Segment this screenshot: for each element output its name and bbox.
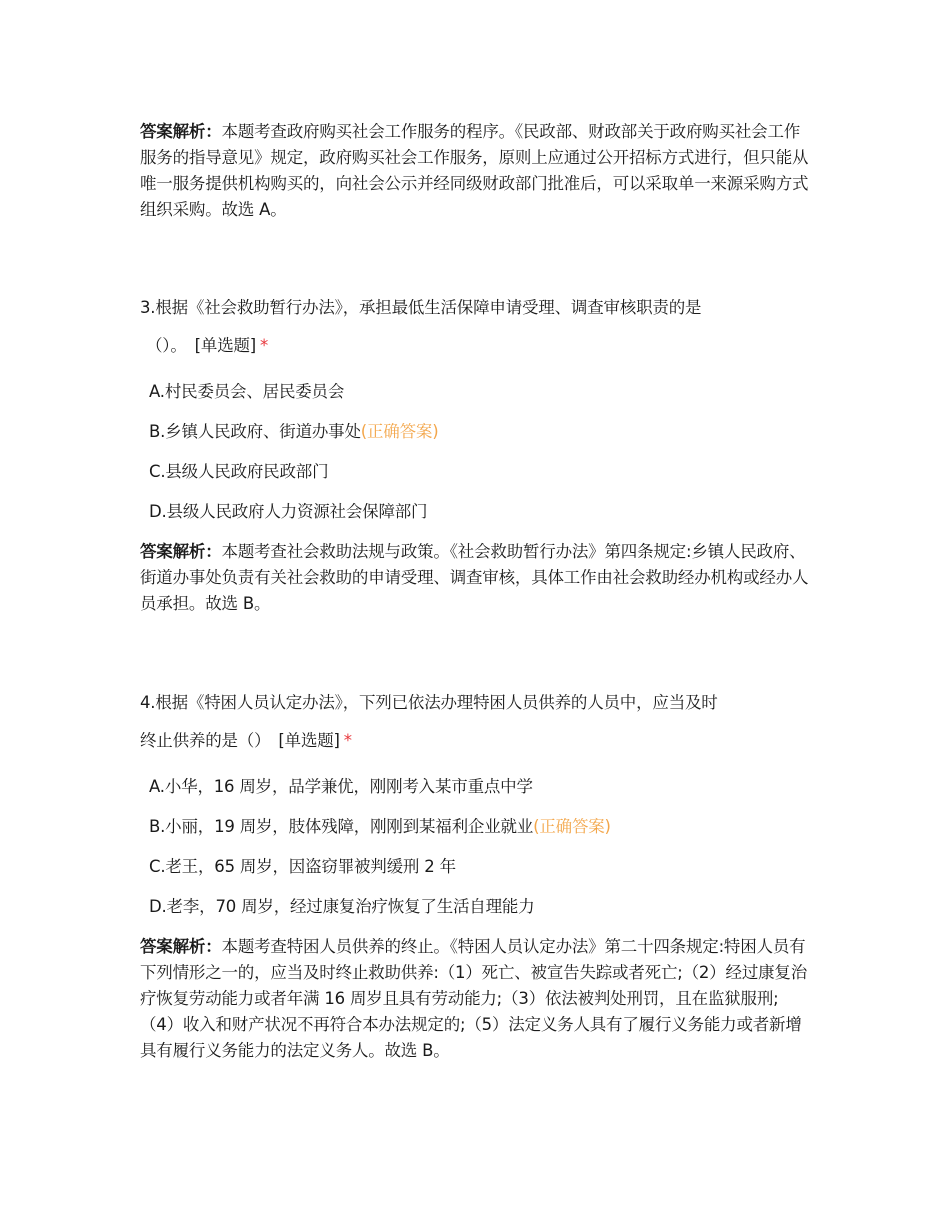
analysis-label: 答案解析： (140, 122, 222, 141)
option-4c (149, 855, 456, 879)
option-text: C.县级人民政府民政部门 (149, 462, 329, 481)
question-text-line2 (140, 327, 820, 365)
answer-analysis-q3 (140, 539, 812, 617)
option-3b (149, 420, 438, 444)
question-type-label: [单选题] (278, 731, 340, 750)
correct-answer-tag: (正确答案) (360, 422, 439, 441)
option-4d (149, 895, 535, 919)
option-text: A.小华，16 周岁，品学兼优，刚刚考入某市重点中学 (149, 777, 533, 796)
question-type-label: [单选题] (194, 336, 257, 355)
question-4 (140, 684, 820, 760)
required-asterisk: * (343, 731, 352, 750)
question-blank: 终止供养的是（） (140, 731, 271, 750)
option-text: B.乡镇人民政府、街道办事处 (149, 422, 361, 441)
question-text-line2 (140, 722, 820, 760)
answer-analysis-q2 (140, 119, 812, 223)
analysis-text: 本题考查政府购买社会工作服务的程序。《民政部、财政部关于政府购买社会工作服务的指导意见》规定，政府购买社会工作服务，原则上应通过公开招标方式进行，但只能从唯一服务提供机构购买的，向社会公示并经同级财政部门批准后，可以采取单一来源采购方式组织采购。故选 A。 (140, 122, 809, 219)
option-text: B.小丽，19 周岁，肢体残障，刚刚到某福利企业就业 (149, 817, 534, 836)
option-4b (149, 815, 611, 839)
question-text-line1: 3.根据《社会救助暂行办法》，承担最低生活保障申请受理、调查审核职责的是 (140, 298, 702, 317)
question-blank: （）。 (146, 336, 187, 355)
option-3a (149, 380, 344, 404)
analysis-label: 答案解析： (140, 937, 222, 956)
option-4a (149, 775, 533, 799)
option-text: C.老王，65 周岁，因盗窃罪被判缓刑 2 年 (149, 857, 456, 876)
option-text: D.老李，70 周岁，经过康复治疗恢复了生活自理能力 (149, 897, 535, 916)
question-3 (140, 289, 820, 365)
required-asterisk: * (260, 336, 269, 355)
correct-answer-tag: (正确答案) (533, 817, 611, 836)
option-text: A.村民委员会、居民委员会 (149, 382, 345, 401)
analysis-label: 答案解析： (140, 542, 222, 561)
answer-analysis-q4 (140, 934, 812, 1064)
analysis-text: 本题考查社会救助法规与政策。《社会救助暂行办法》第四条规定:乡镇人民政府、街道办事处负责有关社会救助的申请受理、调查审核，具体工作由社会救助经办机构或经办人员承担。故选 B。 (140, 542, 809, 613)
option-3d (149, 500, 427, 524)
analysis-text: 本题考查特困人员供养的终止。《特困人员认定办法》第二十四条规定:特困人员有下列情形之一的，应当及时终止救助供养:（1）死亡、被宣告失踪或者死亡;（2）经过康复治疗恢复劳动能力或者年满 16 周岁且具有劳动能力;（3）依法被判处刑罚，且在监狱服刑;（4）收入和财产状况不再符合本办法规定的;（5）法定义务人具有了履行义务能力或者新增具有履行义务能力的法定义务人。故选 B。 (140, 937, 808, 1060)
option-3c (149, 460, 328, 484)
question-text-line1: 4.根据《特困人员认定办法》，下列已依法办理特困人员供养的人员中，应当及时 (140, 693, 718, 712)
option-text: D.县级人民政府人力资源社会保障部门 (149, 502, 428, 521)
